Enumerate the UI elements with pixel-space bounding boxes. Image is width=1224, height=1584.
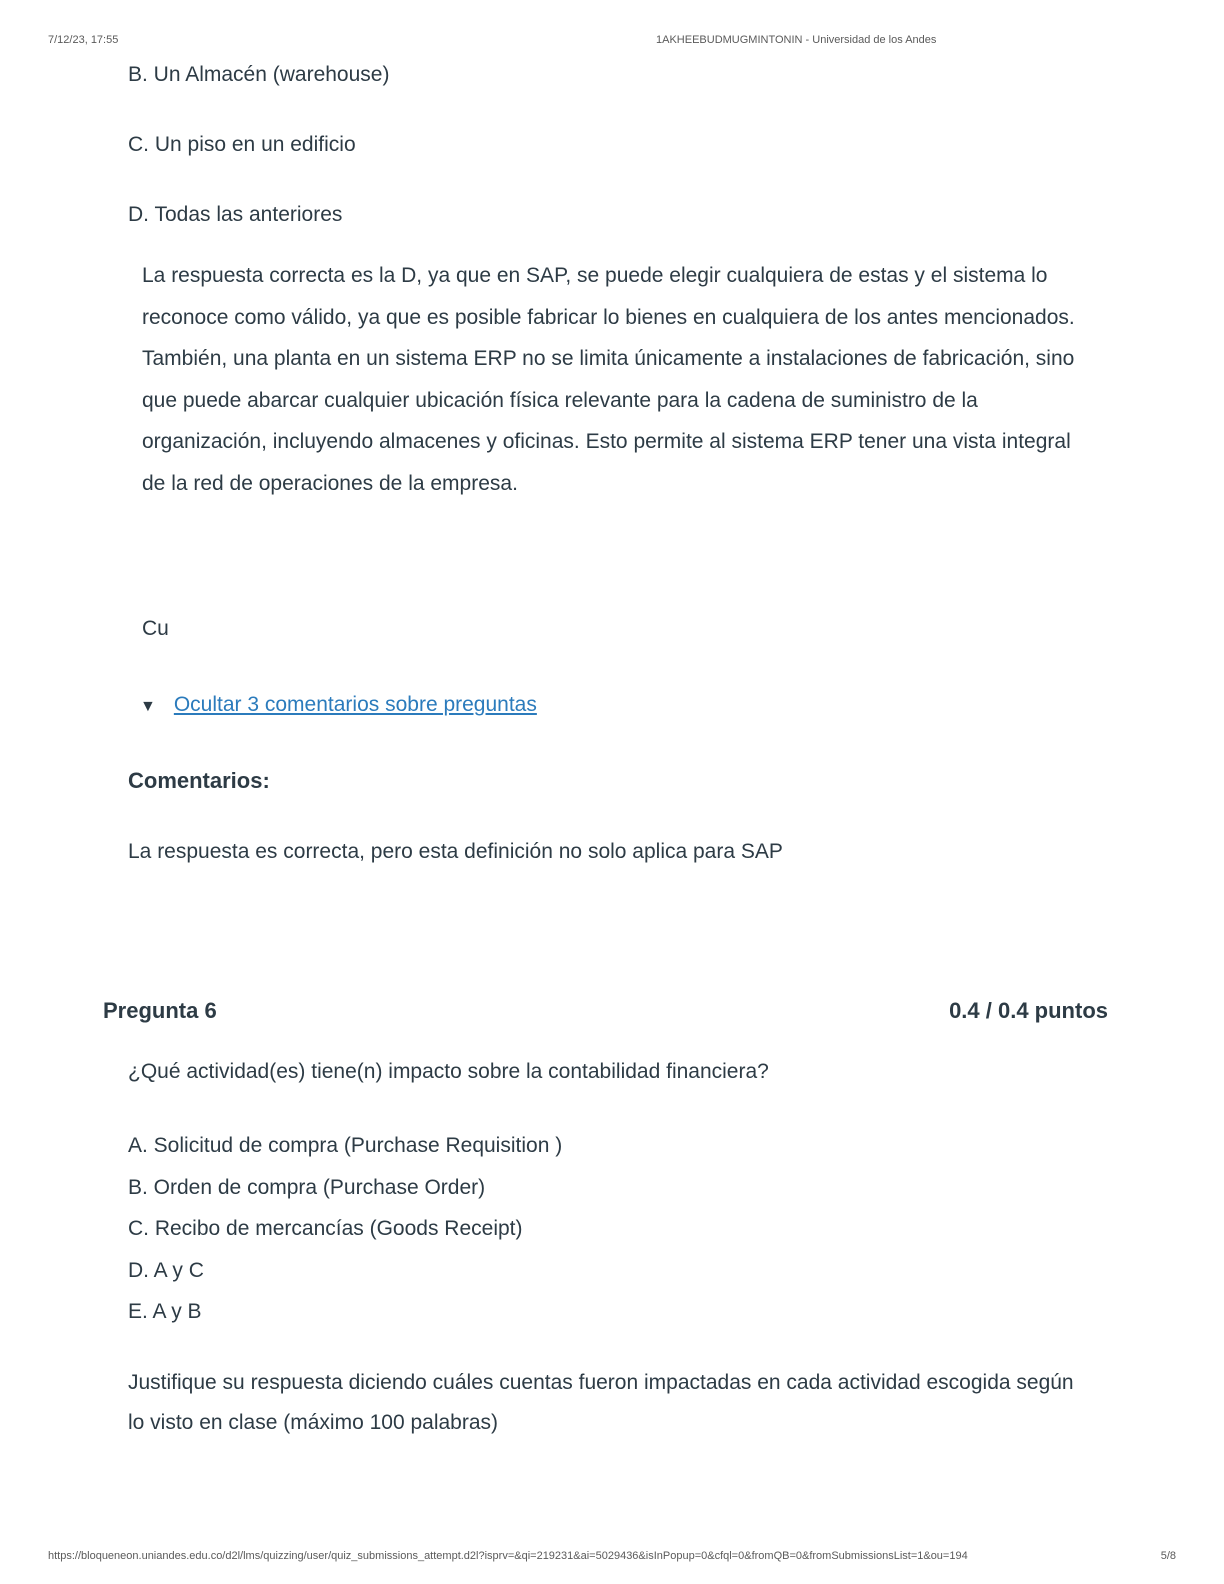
- comments-heading: Comentarios:: [128, 768, 270, 793]
- triangle-down-icon: ▼: [140, 698, 156, 715]
- question-text: ¿Qué actividad(es) tiene(n) impacto sobre la contabilidad financiera?: [128, 1060, 769, 1083]
- print-title: 1AKHEEBUDMUGMINTONIN - Universidad de los Andes: [656, 34, 937, 46]
- comments-toggle[interactable]: [140, 693, 537, 717]
- hide-comments-link[interactable]: Ocultar 3 comentarios sobre preguntas: [173, 693, 537, 716]
- option-b: B. Un Almacén (warehouse): [128, 63, 390, 86]
- comment-text: La respuesta es correcta, pero esta definición no solo aplica para SAP: [128, 840, 783, 863]
- question-justify: Justifique su respuesta diciendo cuáles cuentas fueron impactadas en cada actividad escogida según lo visto en clase (máximo 100 palabras): [128, 1371, 1074, 1434]
- option-c: C. Un piso en un edificio: [128, 133, 356, 156]
- print-footer: [48, 1550, 1176, 1566]
- question-points: 0.4 / 0.4 puntos: [949, 998, 1108, 1023]
- question-header: [103, 998, 1108, 1028]
- question-options: [128, 1125, 562, 1333]
- option-d: D. Todas las anteriores: [128, 203, 343, 226]
- print-date: 7/12/23, 17:55: [48, 34, 119, 46]
- question-title: Pregunta 6: [103, 998, 217, 1023]
- question-option-e: E. A y B: [128, 1300, 202, 1323]
- question-option-b: B. Orden de compra (Purchase Order): [128, 1175, 486, 1199]
- question-option-a: A. Solicitud de compra (Purchase Requisition ): [128, 1134, 563, 1157]
- question-option-d: D. A y C: [128, 1258, 204, 1282]
- question-option-c: C. Recibo de mercancías (Goods Receipt): [128, 1217, 523, 1240]
- print-header: [48, 34, 1176, 50]
- print-page-number: 5/8: [1160, 1550, 1176, 1562]
- answer-tail: Cu: [142, 617, 169, 640]
- answer-explanation: La respuesta correcta es la D, ya que en SAP, se puede elegir cualquiera de estas y el sistema lo reconoce como válido, ya que es posible fabricar lo bienes en cualquiera de los antes mencionados. También, una planta en un sistema ERP no se limita únicamente a instalaciones de fabricación, sino que puede abarcar cualquier ubicación física relevante para la cadena de suministro de la organización, incluyendo almacenes y oficinas. Esto permite al sistema ERP tener una vista integral de la red de operaciones de la empresa.: [142, 264, 1075, 495]
- print-url: https://bloqueneon.uniandes.edu.co/d2l/lms/quizzing/user/quiz_submissions_attempt.d2l?isprv=&qi=219231&ai=5029436&isInPopup=0&cfql=0&fromQB=0&fromSubmissionsList=1&ou=194: [48, 1550, 968, 1562]
